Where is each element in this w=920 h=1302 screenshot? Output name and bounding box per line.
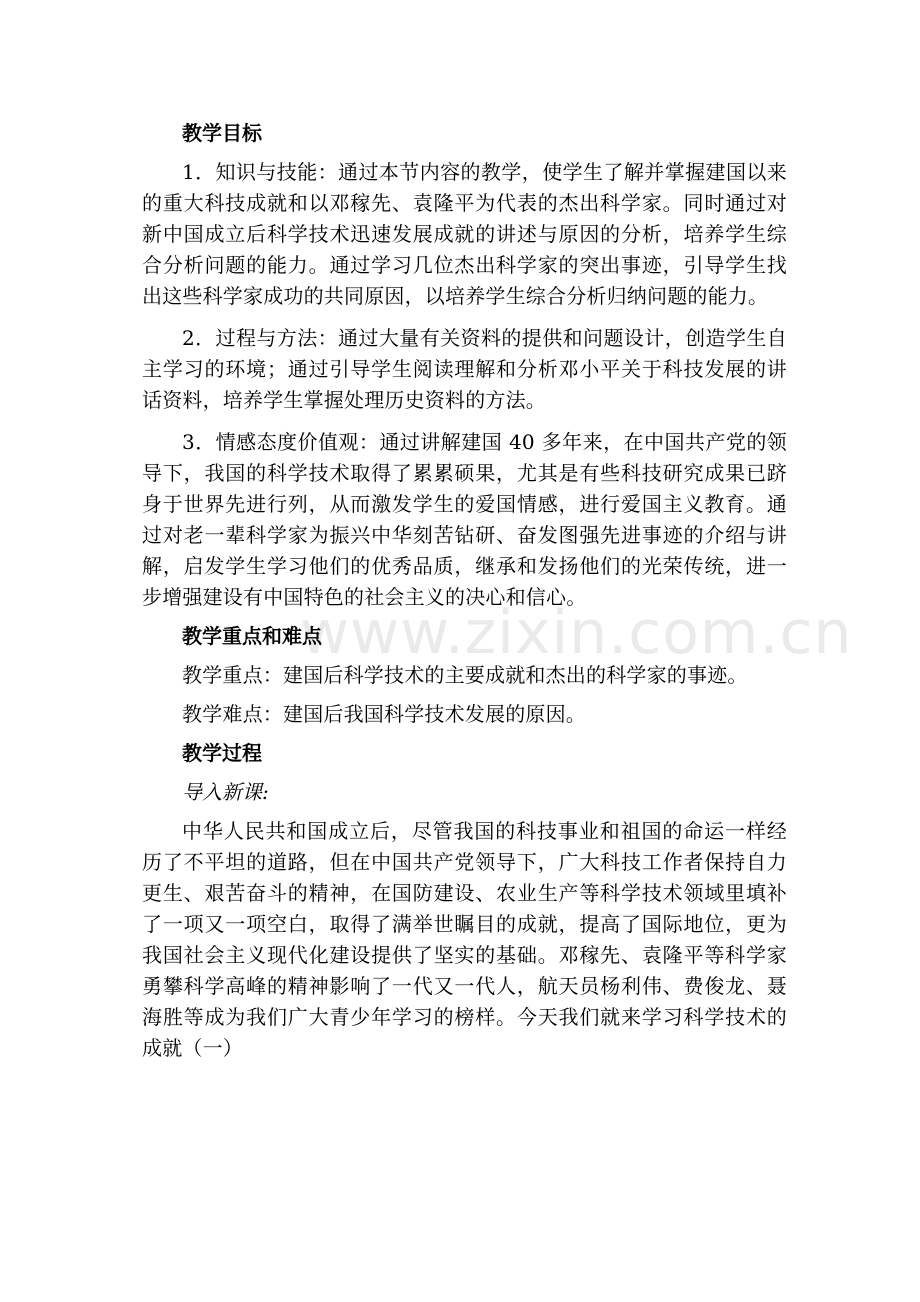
intro-label: 导入新课: (182, 780, 269, 804)
watermark: www.zixin.com.cn (300, 598, 853, 668)
document-page (142, 118, 787, 1075)
intro-paragraph: 中华人民共和国成立后，尽管我国的科技事业和祖国的命运一样经历了不平坦的道路，但在中国共产党领导下，广大科技工作者保持自力更生、艰苦奋斗的精神，在国防建设、农业生产等科学技术领域里填补了一项又一项空白，取得了满举世瞩目的成就，提高了国际地位，更为我国社会主义现代化建设提供了坚实的基础。邓稼先、袁隆平等科学家勇攀科学高峰的精神影响了一代又一代人，航天员杨利伟、费俊龙、聂海胜等成为我们广大青少年学习的榜样。今天我们就来学习科学技术的成就（一） (142, 819, 787, 1060)
heading-teaching-goals: 教学目标 (182, 121, 262, 145)
key-point-paragraph: 教学重点：建国后科学技术的主要成就和杰出的科学家的事迹。 (182, 663, 748, 687)
heading-teaching-process: 教学过程 (182, 741, 262, 765)
heading-key-and-difficult-points: 教学重点和难点 (182, 624, 322, 648)
difficulty-paragraph: 教学难点：建国后我国科学技术发展的原因。 (182, 702, 586, 726)
goal-paragraph-3: 3．情感态度价值观：通过讲解建国 40 多年来，在中国共产党的领导下，我国的科学技术取得了累累硕果，尤其是有些科技研究成果已跻身于世界先进行列，从而激发学生的爱国情感，进行爱国主义教育。通过对老一辈科学家为振兴中华刻苦钻研、奋发图强先进事迹的介绍与讲解，启发学生学习他们的优秀品质，继承和发扬他们的光荣传统，进一步增强建设有中国特色的社会主义的决心和信心。 (142, 430, 787, 609)
goal-paragraph-1: 1．知识与技能：通过本节内容的教学，使学生了解并掌握建国以来的重大科技成就和以邓稼先、袁隆平为代表的杰出科学家。同时通过对新中国成立后科学技术迅速发展成就的讲述与原因的分析，培养学生综合分析问题的能力。通过学习几位杰出科学家的突出事迹，引导学生找出这些科学家成功的共同原因，以培养学生综合分析归纳问题的能力。 (142, 160, 787, 308)
goal-paragraph-2: 2．过程与方法：通过大量有关资料的提供和问题设计，创造学生自主学习的环境；通过引导学生阅读理解和分析邓小平关于科技发展的讲话资料，培养学生掌握处理历史资料的方法。 (142, 326, 787, 412)
